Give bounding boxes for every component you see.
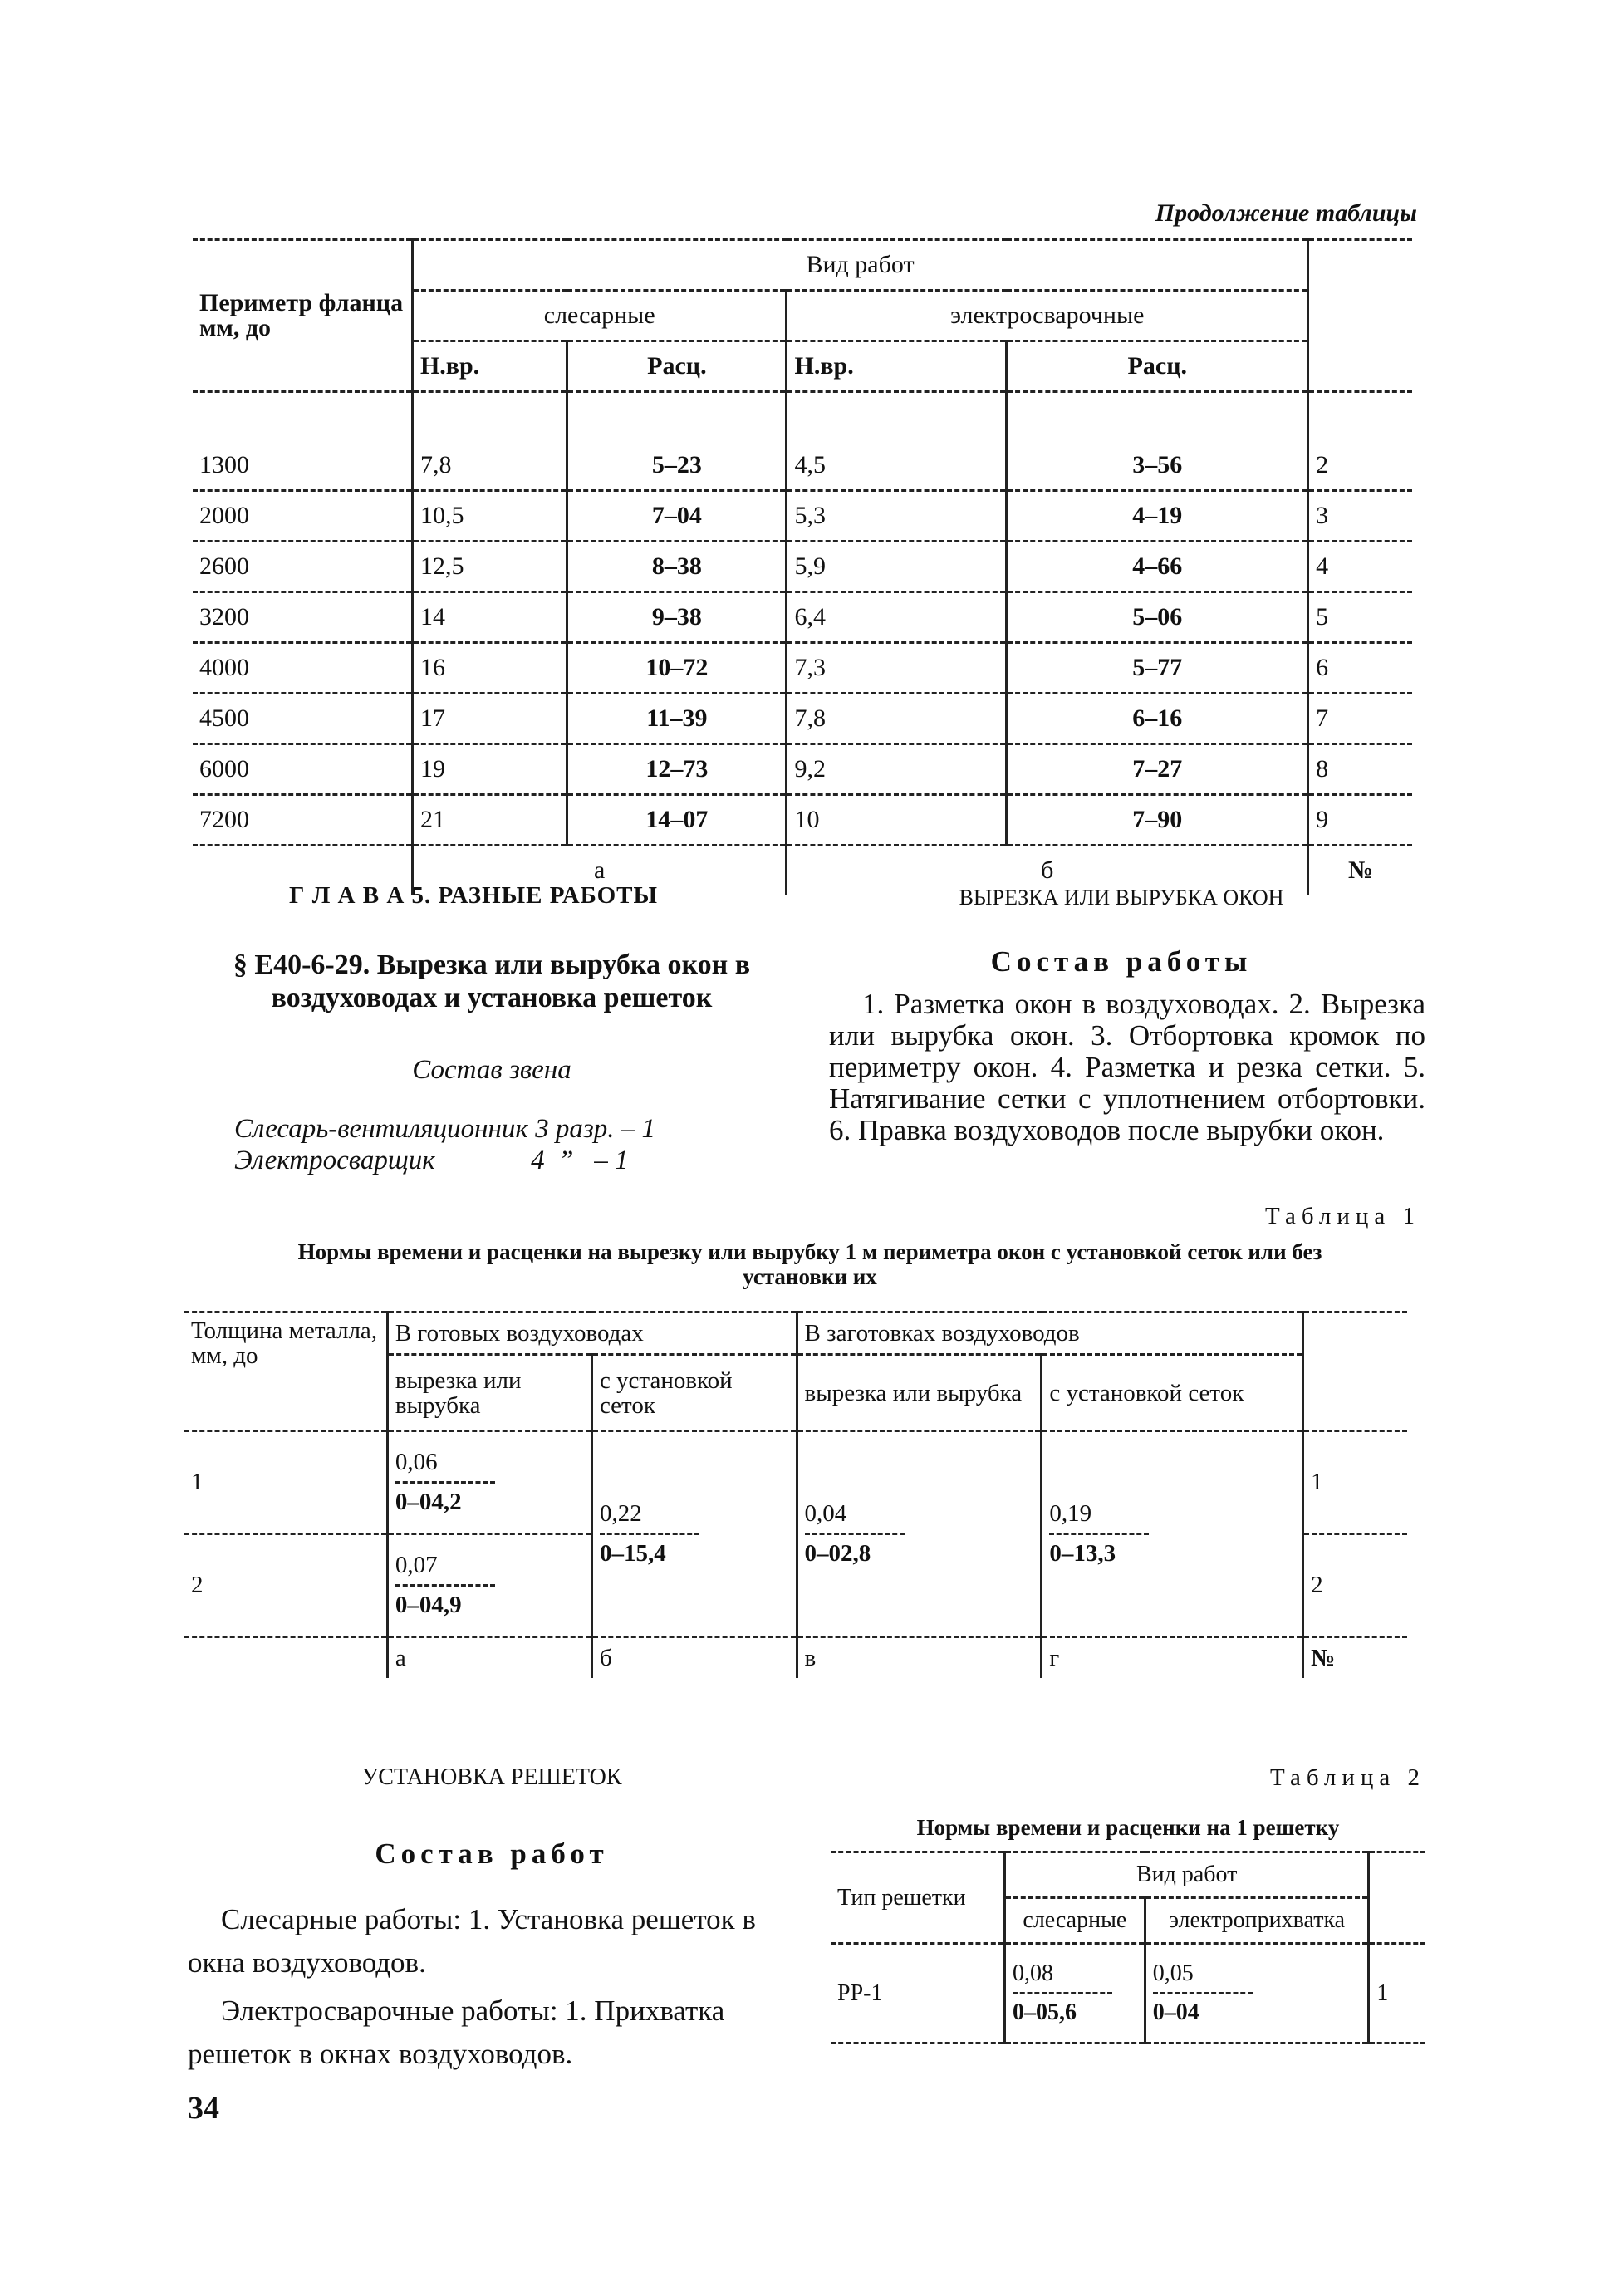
header-no-col	[1308, 240, 1412, 392]
t1-header-cut-1: вырезка или вырубка	[387, 1355, 591, 1431]
page-number: 34	[188, 2091, 219, 2126]
header-rasc-1: Расц.	[567, 341, 787, 392]
t1-footer-b: б	[591, 1637, 797, 1679]
t2-header-sles: слесарные	[1005, 1898, 1145, 1944]
cell-nvr-electro: 5,9	[787, 542, 1007, 592]
t1-header-blank: В заготовках воздуховодов	[797, 1312, 1303, 1355]
cell-rasc-slesar: 5–23	[567, 441, 787, 491]
header-rasc-2: Расц.	[1007, 341, 1308, 392]
cell-nvr-electro: 5,3	[787, 491, 1007, 542]
crew-heading: Состав звена	[412, 1055, 571, 1085]
t1-footer-g: г	[1042, 1637, 1303, 1679]
cell-nvr-electro: 10	[787, 795, 1007, 846]
cell-perimeter: 7200	[193, 795, 412, 846]
t2-header-el: электроприхватка	[1145, 1898, 1369, 1944]
table-row	[193, 795, 1412, 846]
table-row	[193, 441, 1412, 491]
t2-row-type: РР-1	[831, 1944, 1005, 2043]
cell-nvr-slesar: 12,5	[412, 542, 567, 592]
header-perimeter: Периметр фланца мм, до	[193, 240, 412, 392]
t1-cut-blank	[797, 1431, 1042, 1637]
t1-header-cut-2: вырезка или вырубка	[797, 1355, 1042, 1431]
t1-row2-rasc: 0–04,9	[395, 1592, 462, 1618]
t1-row2-no: 2	[1303, 1534, 1407, 1637]
t2-header-type: Тип решетки	[831, 1852, 1005, 1944]
install-heading: УСТАНОВКА РЕШЕТОК	[361, 1764, 622, 1790]
cell-rasc-slesar: 10–72	[567, 643, 787, 694]
install-p2: Электросварочные работы: 1. Прихватка решеток в окнах воздуховодов.	[188, 1994, 725, 2070]
t1-mesh-ready-nvr: 0,22	[600, 1500, 699, 1535]
table1-label: Таблица 1	[1264, 1203, 1420, 1229]
table-row	[193, 744, 1412, 795]
cell-rasc-slesar: 11–39	[567, 694, 787, 744]
cell-nvr-electro: 9,2	[787, 744, 1007, 795]
t2-sles-nvr: 0,08	[1013, 1960, 1112, 1994]
t1-mesh-blank-nvr: 0,19	[1049, 1500, 1149, 1535]
cell-perimeter: 4500	[193, 694, 412, 744]
cell-rasc-electro: 5–06	[1007, 592, 1308, 643]
header-electro: электросварочные	[787, 291, 1308, 341]
cell-row-number: 6	[1308, 643, 1412, 694]
cell-nvr-slesar: 21	[412, 795, 567, 846]
t1-header-thickness: Толщина металла, мм, до	[184, 1312, 387, 1431]
cell-nvr-electro: 4,5	[787, 441, 1007, 491]
work-heading: Состав работы	[990, 945, 1253, 978]
cell-rasc-electro: 4–19	[1007, 491, 1308, 542]
t2-header-no-col	[1369, 1852, 1425, 1944]
t1-footer-a: а	[387, 1637, 591, 1679]
table2-label: Таблица 2	[1269, 1764, 1425, 1791]
cell-nvr-slesar: 19	[412, 744, 567, 795]
cell-perimeter: 1300	[193, 441, 412, 491]
cell-rasc-electro: 3–56	[1007, 441, 1308, 491]
cell-rasc-slesar: 8–38	[567, 542, 787, 592]
cell-row-number: 4	[1308, 542, 1412, 592]
cell-rasc-slesar: 9–38	[567, 592, 787, 643]
cell-rasc-electro: 7–90	[1007, 795, 1308, 846]
cell-rasc-electro: 5–77	[1007, 643, 1308, 694]
t2-row-sles	[1005, 1944, 1145, 2043]
cell-nvr-slesar: 7,8	[412, 441, 567, 491]
t1-mesh-blank-rasc: 0–13,3	[1049, 1540, 1116, 1567]
t2-row-no: 1	[1369, 1944, 1425, 2043]
cell-nvr-slesar: 17	[412, 694, 567, 744]
section-title: § Е40-6-29. Вырезка или вырубка окон в воздуховодах и установка решеток	[233, 949, 751, 1013]
header-slesarnye: слесарные	[412, 291, 787, 341]
crew-item: Электросварщик 4 ” – 1	[234, 1146, 629, 1175]
cell-nvr-slesar: 14	[412, 592, 567, 643]
cell-row-number: 3	[1308, 491, 1412, 542]
cell-nvr-electro: 7,3	[787, 643, 1007, 694]
t1-cut-blank-nvr: 0,04	[805, 1500, 905, 1535]
table-row	[193, 643, 1412, 694]
t1-mesh-blank	[1042, 1431, 1303, 1637]
header-vid-rabot: Вид работ	[412, 240, 1307, 291]
table-row	[193, 542, 1412, 592]
t2-el-nvr: 0,05	[1153, 1960, 1253, 1994]
cell-nvr-slesar: 10,5	[412, 491, 567, 542]
table-row	[193, 694, 1412, 744]
t1-row2-cut-ready	[387, 1534, 591, 1637]
t1-cut-blank-rasc: 0–02,8	[804, 1540, 871, 1567]
table-row	[193, 592, 1412, 643]
cell-row-number: 8	[1308, 744, 1412, 795]
t1-row1-no: 1	[1303, 1431, 1407, 1534]
t1-row1-thickness: 1	[184, 1431, 387, 1534]
t1-row1-cut-ready	[387, 1431, 591, 1534]
cell-perimeter: 4000	[193, 643, 412, 694]
cell-rasc-electro: 6–16	[1007, 694, 1308, 744]
t1-footer-v: в	[797, 1637, 1042, 1679]
norms-table-2	[831, 1851, 1425, 2044]
work-text: 1. Разметка окон в воздуховодах. 2. Вырезка или вырубка окон. 3. Отбортовка кромок по периметру окон. 4. Разметка и резка сетки. 5. Натягивание сетки с уплотнением отбортовки. 6. Правка воздуховодов после вырубки окон.	[829, 988, 1425, 1146]
cell-row-number: 2	[1308, 441, 1412, 491]
header-nvr-1: Н.вр.	[412, 341, 567, 392]
t1-row1-nvr: 0,06	[395, 1449, 495, 1484]
right-heading: ВЫРЕЗКА ИЛИ ВЫРУБКА ОКОН	[959, 886, 1284, 910]
cell-rasc-electro: 7–27	[1007, 744, 1308, 795]
t1-header-mesh-2: с установкой сеток	[1042, 1355, 1303, 1431]
t1-row2-nvr: 0,07	[395, 1552, 495, 1587]
cell-nvr-electro: 7,8	[787, 694, 1007, 744]
norms-table-1	[184, 1311, 1407, 1678]
t2-sles-rasc: 0–05,6	[1013, 1999, 1077, 2025]
t2-header-vid: Вид работ	[1005, 1852, 1369, 1898]
norms-table-continued	[193, 238, 1412, 895]
cell-row-number: 7	[1308, 694, 1412, 744]
cell-row-number: 5	[1308, 592, 1412, 643]
t2-row-el	[1145, 1944, 1369, 2043]
cell-rasc-electro: 4–66	[1007, 542, 1308, 592]
install-p1: Слесарные работы: 1. Установка решеток в окна воздуховодов.	[188, 1903, 756, 1979]
cell-nvr-slesar: 16	[412, 643, 567, 694]
t1-row1-rasc: 0–04,2	[395, 1489, 462, 1515]
t1-header-ready: В готовых воздуховодах	[387, 1312, 797, 1355]
crew-list	[234, 1113, 733, 1176]
footer-a: а	[412, 846, 787, 895]
cell-rasc-slesar: 14–07	[567, 795, 787, 846]
cell-perimeter: 6000	[193, 744, 412, 795]
footer-no: №	[1308, 846, 1412, 895]
table1-caption: Нормы времени и расценки на вырезку или вырубку 1 м периметра окон с установкой сеток или без установки их	[297, 1239, 1322, 1289]
crew-item: Слесарь-вентиляционник 3 разр. – 1	[234, 1114, 655, 1144]
t1-mesh-ready-rasc: 0–15,4	[599, 1540, 666, 1567]
footer-b: б	[787, 846, 1308, 895]
chapter-title: Г Л А В А 5. РАЗНЫЕ РАБОТЫ	[289, 882, 658, 909]
t1-header-no-col	[1303, 1312, 1407, 1431]
t1-row2-thickness: 2	[184, 1534, 387, 1637]
cell-perimeter: 3200	[193, 592, 412, 643]
header-nvr-2: Н.вр.	[787, 341, 1007, 392]
cell-perimeter: 2600	[193, 542, 412, 592]
cell-perimeter: 2000	[193, 491, 412, 542]
t1-header-mesh-1: с установкой сеток	[591, 1355, 797, 1431]
table-row	[193, 491, 1412, 542]
t1-footer-no: №	[1311, 1644, 1336, 1671]
cell-rasc-slesar: 7–04	[567, 491, 787, 542]
continuation-label: Продолжение таблицы	[1155, 199, 1417, 227]
t1-mesh-ready	[591, 1431, 797, 1637]
cell-rasc-slesar: 12–73	[567, 744, 787, 795]
install-work-heading: Состав работ	[375, 1837, 609, 1870]
table2-caption: Нормы времени и расценки на 1 решетку	[916, 1815, 1340, 1840]
cell-row-number: 9	[1308, 795, 1412, 846]
cell-nvr-electro: 6,4	[787, 592, 1007, 643]
t2-el-rasc: 0–04	[1152, 1999, 1199, 2025]
